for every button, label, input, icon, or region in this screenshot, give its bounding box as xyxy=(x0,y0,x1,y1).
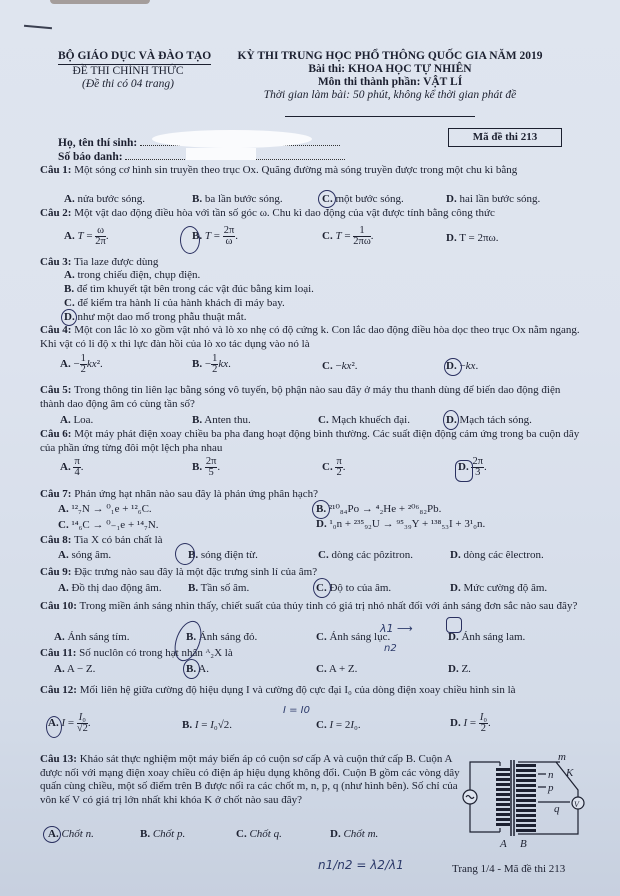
options-q6 xyxy=(40,457,580,485)
option-a[interactable]: A. T = $\frac{\omega}{2\pi}$ . xyxy=(64,225,109,247)
option-d[interactable]: D. Z. xyxy=(448,663,471,675)
handwritten-formula: n1/n2 = λ2/λ1 xyxy=(318,858,404,872)
option-d[interactable]: D. ¹₀n + ²³⁵₉₂U → ⁹⁵₃₉Y + ¹³⁸₅₃I + 3¹₀n. xyxy=(316,518,486,530)
pen-mark xyxy=(24,25,52,29)
option-d[interactable]: D. $\frac{2\pi}{3}$ . xyxy=(458,456,487,478)
header-left xyxy=(58,50,212,91)
options-q8 xyxy=(40,549,580,563)
header-right xyxy=(230,50,550,102)
option-b[interactable]: B. để tìm khuyết tật bên trong các vật đúc bằng kim loại. xyxy=(64,283,314,295)
question-5: Câu 5: Trong thông tin liên lạc bằng sóng vô tuyến, bộ phận nào sau đây ở máy thu thanh dùng để biến dao động điện thành dao động âm có cùng tần số? xyxy=(40,384,561,410)
options-q4 xyxy=(40,354,580,380)
pages-note: (Đề thi có 04 trang) xyxy=(82,78,174,90)
option-a[interactable]: A. I = $\frac{\text{I₀}}{√2}$ . xyxy=(48,712,91,734)
option-a[interactable]: A. Đồ thị dao động âm. xyxy=(58,582,162,594)
test-name: Bài thi: KHOA HỌC TỰ NHIÊN xyxy=(308,63,472,75)
answer-circle xyxy=(183,659,200,679)
name-label: Họ, tên thí sinh: xyxy=(58,137,138,149)
options-q7-row2 xyxy=(40,518,580,532)
option-a[interactable]: A. sóng âm. xyxy=(58,549,112,561)
option-c[interactable]: C. dòng các pôzitron. xyxy=(318,549,414,561)
option-a[interactable]: A. Loa. xyxy=(60,414,94,426)
pin-p-label: p xyxy=(548,782,554,794)
duration: Thời gian làm bài: 50 phút, không kể thời gian phát đề xyxy=(263,89,517,101)
option-b[interactable]: B. sóng điện từ. xyxy=(188,549,258,561)
handwritten-note: n2 xyxy=(384,643,397,654)
option-c[interactable]: C. Chốt q. xyxy=(236,828,282,840)
pin-n-label: n xyxy=(548,769,554,781)
header-rule xyxy=(285,116,475,117)
option-c[interactable]: C. T = $\frac{1}{2\pi\omega}$ . xyxy=(322,225,374,247)
redaction-mark xyxy=(186,148,256,160)
coil-a-label: A xyxy=(500,838,507,850)
options-q9 xyxy=(40,582,580,596)
pin-m-label: m xyxy=(558,751,566,763)
option-a[interactable]: A. ¹²₇N → ⁰₁e + ¹²₆C. xyxy=(58,503,152,515)
options-q1 xyxy=(40,193,580,207)
option-b[interactable]: B. Tần số âm. xyxy=(188,582,250,594)
option-c[interactable]: C. ¹⁴₆C → ⁰₋₁e + ¹⁴₇N. xyxy=(58,519,159,531)
question-11: Câu 11: Số nuclôn có trong hạt nhân ᴬ₂X là xyxy=(40,647,233,659)
option-a[interactable]: A. − $\frac{1}{2}$ kx². xyxy=(60,353,103,375)
option-c[interactable]: C. Mạch khuếch đại. xyxy=(318,414,410,426)
question-2: Câu 2: Một vật dao động điều hòa với tần số góc ω. Chu kì dao động của vật được tính bằng công thức xyxy=(40,207,495,219)
answer-circle xyxy=(46,716,62,738)
exam-code-box: Mã đề thi 213 xyxy=(448,128,562,147)
option-d[interactable]: D. −kx. xyxy=(446,360,479,372)
coil-b-label: B xyxy=(520,838,527,850)
question-13: Câu 13: Khảo sát thực nghiệm một máy biến áp có cuộn sơ cấp A và cuộn thứ cấp B. Cuộn A được nối với mạng điện xoay chiều có điện áp hiệu dụng không đổi. Cuộn B gồm các vòng dây quấn cùng chiều, một số điểm trên B được nối ra các chốt m, n, p, q (như hình bên). Số chỉ của vôn kế V có giá trị lớn nhất khi khóa K ở chốt nào sau đây? xyxy=(40,753,460,806)
option-b[interactable]: B. Anten thu. xyxy=(192,414,251,426)
exam-title: KỲ THI TRUNG HỌC PHỔ THÔNG QUỐC GIA NĂM 2019 xyxy=(237,50,543,62)
photo-edge-shadow xyxy=(50,0,150,4)
option-d[interactable]: D. Ánh sáng lam. xyxy=(448,631,526,643)
options-q7-row1 xyxy=(40,502,580,516)
ministry-name: BỘ GIÁO DỤC VÀ ĐÀO TẠO xyxy=(58,50,211,65)
answer-circle xyxy=(455,460,473,482)
answer-circle xyxy=(446,617,462,633)
question-6: Câu 6: Một máy phát điện xoay chiều ba pha đang hoạt động bình thường. Các suất điện động cảm ứng trong ba cuộn dây của phần ứng từng đôi một lệch pha nhau xyxy=(40,428,580,454)
option-d[interactable]: D. hai lần bước sóng. xyxy=(446,193,541,205)
handwritten-note: λ1 ⟶ xyxy=(380,622,413,635)
answer-circle xyxy=(43,826,61,843)
option-b[interactable]: B. Ánh sáng đỏ. xyxy=(186,631,258,643)
question-4: Câu 4: Một con lắc lò xo gồm vật nhỏ và lò xo nhẹ có độ cứng k. Con lắc dao động điều hòa dọc theo trục Ox nằm ngang. Khi vật có li độ x thì lực đàn hồi của lò xo tác dụng vào nó là xyxy=(40,324,580,350)
option-d[interactable]: D. Chốt m. xyxy=(330,828,379,840)
question-8: Câu 8: Tia X có bản chất là xyxy=(40,534,163,546)
question-1: Câu 1: Một sóng cơ hình sin truyền theo trục Ox. Quãng đường mà sóng truyền được trong một chu kì bằng xyxy=(40,164,518,176)
answer-circle xyxy=(313,578,331,598)
options-q10 xyxy=(40,631,580,645)
subject-name: Môn thi thành phần: VẬT LÍ xyxy=(317,76,463,88)
options-q2 xyxy=(40,226,580,252)
options-q12 xyxy=(40,713,580,741)
question-12: Câu 12: Mối liên hệ giữa cường độ hiệu dụng I và cường độ cực đại I₀ của dòng điện xoay chiều hình sin là xyxy=(40,684,516,696)
option-b[interactable]: B. ba lần bước sóng. xyxy=(192,193,283,205)
question-9: Câu 9: Đặc trưng nào sau đây là một đặc trưng sinh lí của âm? xyxy=(40,566,318,578)
option-a[interactable]: A. trong chiếu điện, chụp điện. xyxy=(64,269,201,281)
answer-circle xyxy=(318,190,336,208)
transformer-diagram xyxy=(460,750,590,850)
question-3: Câu 3: Tia laze được dùng xyxy=(40,256,159,268)
option-a[interactable]: A. nửa bước sóng. xyxy=(64,193,145,205)
redaction-mark xyxy=(152,130,312,148)
switch-k-label: K xyxy=(566,767,574,779)
option-d[interactable]: D. I = $\frac{\text{I₀}}{2}$ . xyxy=(450,712,491,734)
page-footer: Trang 1/4 - Mã đề thi 213 xyxy=(452,863,566,875)
option-c[interactable]: C. −kx². xyxy=(322,360,358,372)
option-c[interactable]: C. $\frac{\pi}{2}$ . xyxy=(322,456,346,478)
pin-q-label: q xyxy=(554,803,560,815)
option-b[interactable]: B. − $\frac{1}{2}$ kx. xyxy=(192,353,231,375)
option-d[interactable]: D. như một dao mổ trong phẫu thuật mắt. xyxy=(64,311,247,323)
id-label: Số báo danh: xyxy=(58,151,123,163)
option-c[interactable]: C. Độ to của âm. xyxy=(316,582,392,594)
option-c[interactable]: C. A + Z. xyxy=(316,663,358,675)
question-7: Câu 7: Phản ứng hạt nhân nào sau đây là phản ứng phân hạch? xyxy=(40,488,319,500)
option-b[interactable]: B. Chốt p. xyxy=(140,828,186,840)
option-c[interactable]: C. để kiểm tra hành lí của hành khách đi máy bay. xyxy=(64,297,285,309)
answer-circle xyxy=(444,358,462,376)
option-b[interactable]: B. ²¹⁰₈₄Po → ⁴₂He + ²⁰⁶₈₂Pb. xyxy=(316,503,442,515)
handwritten-note: I = I0 xyxy=(283,705,310,716)
options-q11 xyxy=(40,663,580,677)
answer-circle xyxy=(175,543,195,565)
option-d[interactable]: D. Mức cường độ âm. xyxy=(450,582,548,594)
option-d[interactable]: D. Mạch tách sóng. xyxy=(446,414,532,426)
options-q5 xyxy=(40,414,580,428)
option-b[interactable]: B. I = I₀√2. xyxy=(182,719,233,731)
option-b[interactable]: B. A. xyxy=(186,663,209,675)
option-b[interactable]: B. T = $\frac{2\pi}{\omega}$ . xyxy=(192,225,238,247)
option-b[interactable]: B. $\frac{2\pi}{5}$ . xyxy=(192,456,221,478)
official-label: ĐỀ THI CHÍNH THỨC xyxy=(72,65,184,77)
answer-circle xyxy=(312,500,330,519)
option-c[interactable]: C. Ánh sáng lục. xyxy=(316,631,391,643)
option-a[interactable]: A. $\frac{\pi}{4}$ . xyxy=(60,456,84,478)
option-a[interactable]: A. A − Z. xyxy=(54,663,96,675)
option-c[interactable]: C. I = 2I₀. xyxy=(316,719,361,731)
question-10: Câu 10: Trong miền ánh sáng nhìn thấy, chiết suất của thủy tinh có giá trị nhỏ nhất đối với ánh sáng đơn sắc nào sau đây? xyxy=(40,600,578,612)
option-c[interactable]: C. một bước sóng. xyxy=(322,193,404,205)
option-d[interactable]: D. dòng các êlectron. xyxy=(450,549,544,561)
answer-circle xyxy=(443,410,459,430)
voltmeter-label: V xyxy=(574,800,579,809)
option-a[interactable]: A. Ánh sáng tím. xyxy=(54,631,130,643)
answer-circle xyxy=(180,226,200,254)
option-d[interactable]: D. T = 2πω. xyxy=(446,232,499,244)
option-a[interactable]: A. Chốt n. xyxy=(48,828,94,840)
